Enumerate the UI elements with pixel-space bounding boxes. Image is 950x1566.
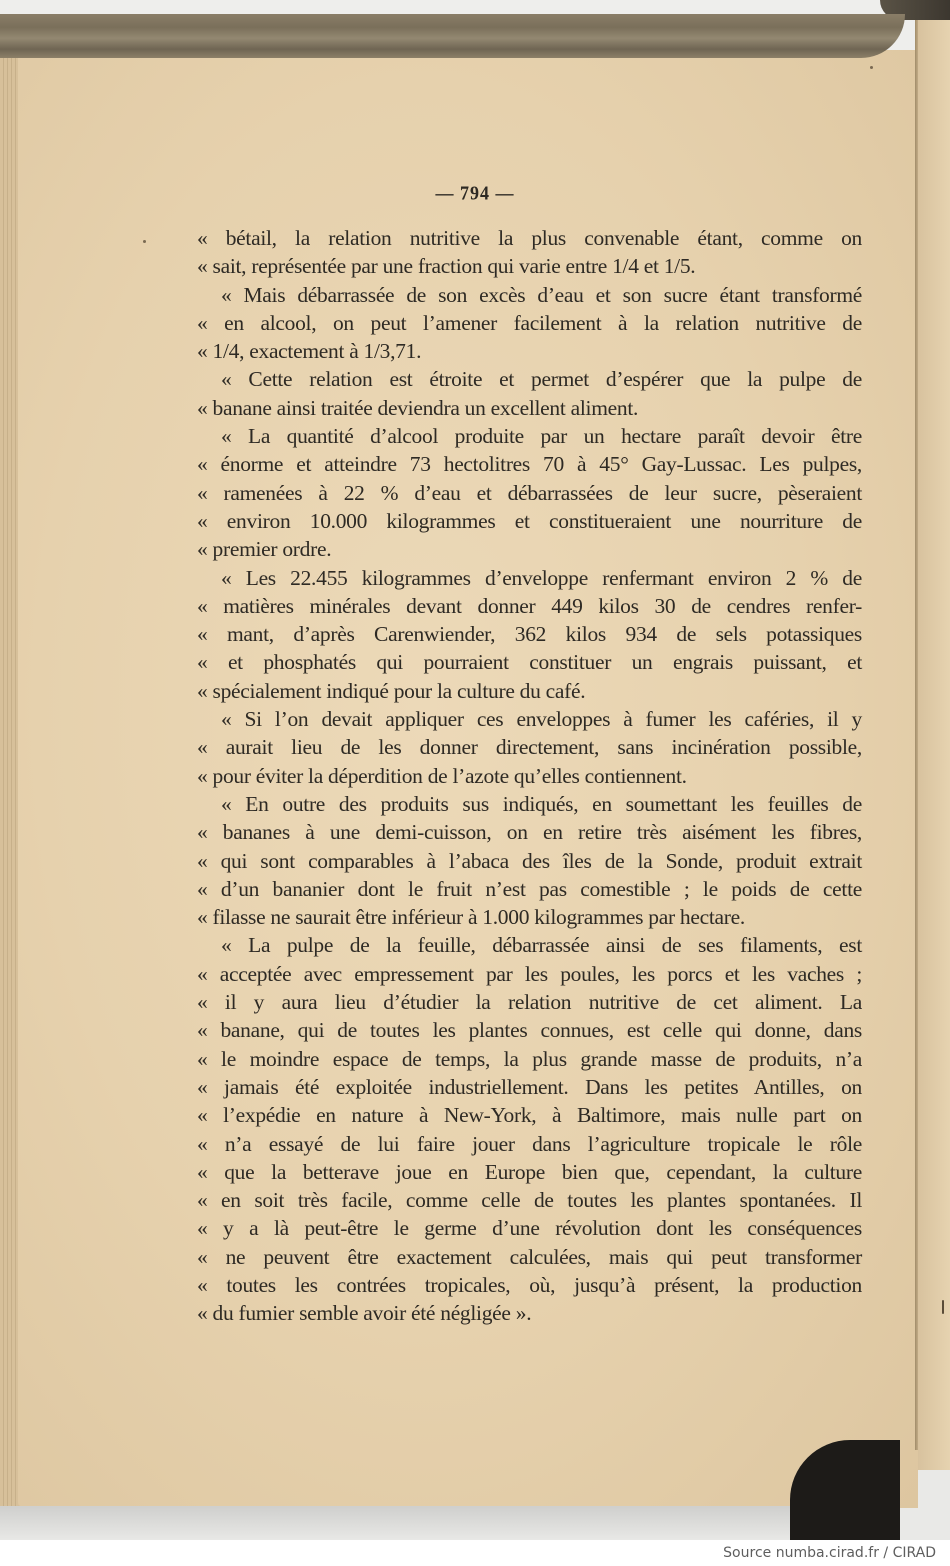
text-line: « matières minérales devant donner 449 kilos 30 de cendres renfer- bbox=[197, 593, 862, 618]
text-line: « environ 10.000 kilogrammes et constitueraient une nourriture de bbox=[197, 508, 862, 533]
page-gutter bbox=[915, 20, 918, 1450]
text-line: « d’un bananier dont le fruit n’est pas comestible ; le poids de cette bbox=[197, 876, 862, 901]
footer bbox=[0, 1540, 950, 1566]
text-line: « du fumier semble avoir été négligée ». bbox=[197, 1301, 532, 1326]
text-line: « Les 22.455 kilogrammes d’enveloppe renfermant environ 2 % de bbox=[221, 565, 862, 590]
paper-speck bbox=[143, 240, 146, 243]
paper-speck bbox=[870, 66, 873, 69]
text-line: « mant, d’après Carenwiender, 362 kilos 934 de sels potassiques bbox=[197, 622, 862, 647]
text-line: « banane, qui de toutes les plantes connues, est celle qui donne, dans bbox=[197, 1018, 862, 1043]
text-line: « Mais débarrassée de son excès d’eau et son sucre étant transformé bbox=[221, 282, 862, 307]
page-bottom-shadow bbox=[0, 1506, 790, 1540]
text-line: « ramenées à 22 % d’eau et débarrassées de leur sucre, pèseraient bbox=[197, 480, 862, 505]
facing-page-glyph bbox=[942, 1300, 944, 1314]
text-line: « La pulpe de la feuille, débarrassée ainsi de ses filaments, est bbox=[221, 933, 862, 958]
text-line: « bananes à une demi-cuisson, on en retire très aisément les fibres, bbox=[197, 820, 862, 845]
text-line: « y a là peut-être le germe d’une révolution dont les conséquences bbox=[197, 1216, 862, 1241]
book-top-edge bbox=[0, 14, 905, 58]
text-line: « et phosphatés qui pourraient constituer un engrais puissant, et bbox=[197, 650, 862, 675]
text-line: « 1/4, exactement à 1/3,71. bbox=[197, 339, 422, 364]
text-line: « il y aura lieu d’étudier la relation nutritive de cet aliment. La bbox=[197, 990, 862, 1015]
text-line: « bétail, la relation nutritive la plus convenable étant, comme on bbox=[197, 226, 862, 250]
text-line: « acceptée avec empressement par les poules, les porcs et les vaches ; bbox=[197, 961, 862, 986]
body-text bbox=[197, 224, 862, 1328]
text-line: « qui sont comparables à l’abaca des îles de la Sonde, produit extrait bbox=[197, 848, 862, 873]
text-line: « l’expédie en nature à New-York, à Baltimore, mais nulle part on bbox=[197, 1103, 862, 1128]
text-line: « spécialement indiqué pour la culture du café. bbox=[197, 678, 586, 703]
text-line: « n’a essayé de lui faire jouer dans l’agriculture tropicale le rôle bbox=[197, 1131, 862, 1156]
text-line: « Cette relation est étroite et permet d’espérer que la pulpe de bbox=[221, 367, 862, 392]
text-line: « filasse ne saurait être inférieur à 1.000 kilogrammes par hectare. bbox=[197, 905, 745, 930]
text-line: « le moindre espace de temps, la plus grande masse de produits, n’a bbox=[197, 1046, 862, 1071]
text-line: « La quantité d’alcool produite par un hectare paraît devoir être bbox=[221, 424, 862, 449]
text-line: « énorme et atteindre 73 hectolitres 70 à 45° Gay-Lussac. Les pulpes, bbox=[197, 452, 862, 477]
text-line: « sait, représentée par une fraction qui varie entre 1/4 et 1/5. bbox=[197, 254, 696, 279]
source-credit: Source numba.cirad.fr / CIRAD bbox=[723, 1545, 936, 1561]
text-line: « en soit très facile, comme celle de toutes les plantes spontanées. Il bbox=[197, 1188, 862, 1213]
text-line: « pour éviter la déperdition de l’azote qu’elles contiennent. bbox=[197, 763, 687, 788]
text-line: « En outre des produits sus indiqués, en soumettant les feuilles de bbox=[221, 791, 862, 816]
text-line: « premier ordre. bbox=[197, 537, 332, 562]
facing-page-edge bbox=[918, 20, 950, 1470]
page-number: — 794 — bbox=[435, 181, 515, 204]
text-line: « Si l’on devait appliquer ces enveloppes à fumer les caféries, il y bbox=[221, 707, 862, 732]
text-line: « ne peuvent être exactement calculées, mais qui peut transformer bbox=[197, 1244, 862, 1269]
text-line: « jamais été exploitée industriellement. Dans les petites Antilles, on bbox=[197, 1074, 862, 1099]
text-line: « en alcool, on peut l’amener facilement à la relation nutritive de bbox=[197, 310, 862, 335]
text-line: « aurait lieu de les donner directement, sans incinération possible, bbox=[197, 735, 862, 760]
text-line: « banane ainsi traitée deviendra un excellent aliment. bbox=[197, 395, 639, 420]
text-line: « que la betterave joue en Europe bien que, cependant, la culture bbox=[197, 1159, 862, 1184]
text-line: « toutes les contrées tropicales, où, jusqu’à présent, la production bbox=[197, 1272, 862, 1297]
